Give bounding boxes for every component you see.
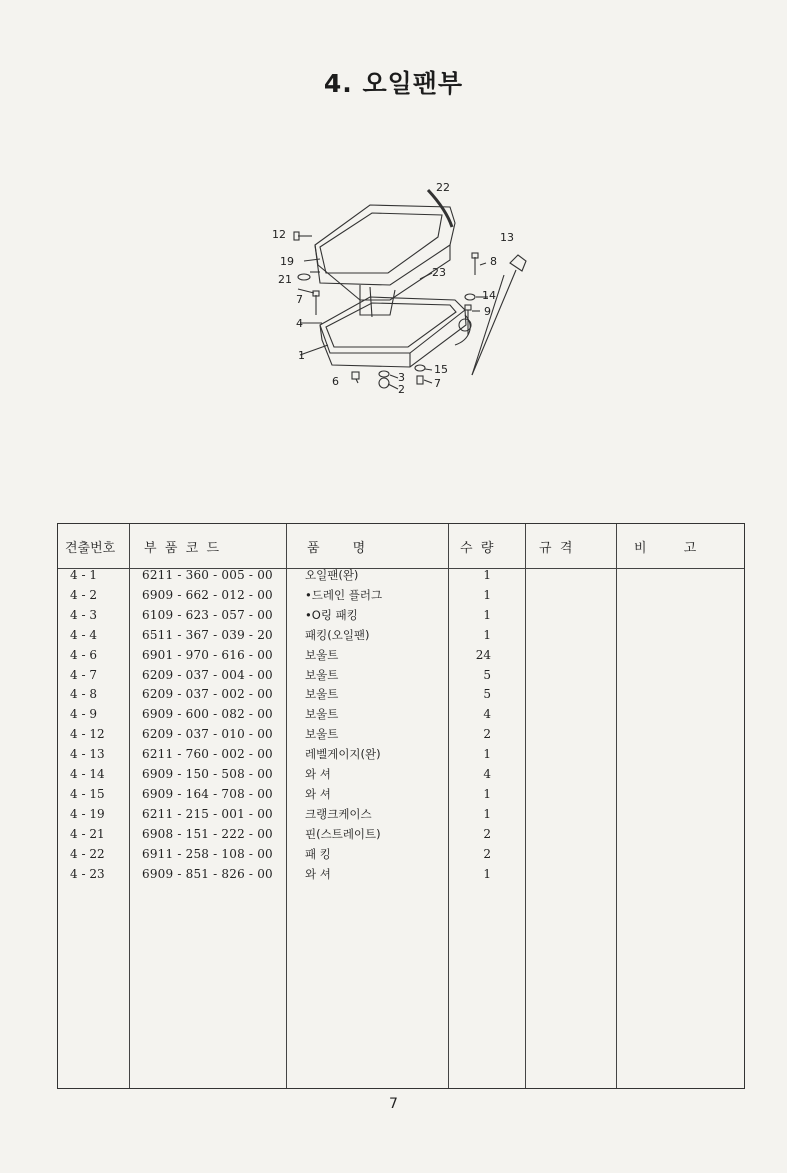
part-number: 4 - 13 <box>70 747 105 762</box>
part-code: 6909 - 600 - 082 - 00 <box>142 707 273 722</box>
callout-12: 12 <box>272 228 286 241</box>
part-code: 6211 - 215 - 001 - 00 <box>142 806 273 821</box>
callout-7-lower: 7 <box>434 377 441 390</box>
part-quantity: 2 <box>483 846 491 861</box>
part-code: 6909 - 851 - 826 - 00 <box>142 866 273 881</box>
callout-14: 14 <box>482 289 496 302</box>
table-row <box>58 645 744 665</box>
part-name: 레벨게이지(완) <box>305 747 381 762</box>
part-quantity: 5 <box>483 687 491 702</box>
callout-23: 23 <box>432 266 446 279</box>
part-number: 4 - 14 <box>70 767 105 781</box>
part-number: 4 - 6 <box>70 647 97 662</box>
header-spec: 규 격 <box>539 541 573 556</box>
callout-21: 21 <box>278 273 292 286</box>
part-name: •드레인 플러그 <box>305 587 383 602</box>
part-name: •O링 패킹 <box>305 607 358 622</box>
part-quantity: 1 <box>483 806 491 821</box>
callout-15: 15 <box>434 363 448 376</box>
part-number: 4 - 8 <box>70 687 97 702</box>
part-code: 6901 - 970 - 616 - 00 <box>142 647 273 662</box>
callout-4: 4 <box>296 317 303 330</box>
part-quantity: 4 <box>483 707 491 722</box>
part-quantity: 1 <box>483 627 491 642</box>
part-number: 4 - 22 <box>70 846 105 861</box>
part-number: 4 - 21 <box>70 826 105 841</box>
part-name: 보울트 <box>305 647 339 662</box>
part-code: 6908 - 151 - 222 - 00 <box>142 826 273 841</box>
callout-7-upper: 7 <box>296 293 303 306</box>
part-name: 크랭크케이스 <box>305 806 372 821</box>
table-row <box>58 824 744 844</box>
part-name: 와 셔 <box>305 767 331 781</box>
table-row <box>58 684 744 704</box>
oil-pan-exploded-diagram <box>260 175 550 405</box>
part-quantity: 1 <box>483 866 491 881</box>
part-number: 4 - 9 <box>70 707 97 722</box>
table-row <box>58 605 744 625</box>
table-row <box>58 565 744 585</box>
header-name: 품 명 <box>307 541 366 556</box>
part-code: 6209 - 037 - 004 - 00 <box>142 667 273 682</box>
table-row <box>58 784 744 804</box>
part-number: 4 - 2 <box>70 587 97 602</box>
header-qty: 수 량 <box>460 541 494 556</box>
part-quantity: 1 <box>483 568 491 582</box>
callout-19: 19 <box>280 255 294 268</box>
parts-table <box>57 523 745 1089</box>
part-name: 보울트 <box>305 687 339 702</box>
callout-8: 8 <box>490 255 497 268</box>
callout-9: 9 <box>484 305 491 318</box>
part-quantity: 1 <box>483 607 491 622</box>
part-number: 4 - 12 <box>70 727 105 742</box>
part-name: 보울트 <box>305 707 339 722</box>
oil-pan-drawing <box>260 175 550 405</box>
part-code: 6209 - 037 - 010 - 00 <box>142 727 273 742</box>
part-code: 6209 - 037 - 002 - 00 <box>142 687 273 702</box>
page-number: 7 <box>389 1096 398 1112</box>
callout-1: 1 <box>298 349 305 362</box>
part-name: 패 킹 <box>305 846 331 861</box>
table-row <box>58 864 744 884</box>
part-number: 4 - 3 <box>70 607 97 622</box>
part-number: 4 - 19 <box>70 806 105 821</box>
header-no: 견출번호 <box>65 541 116 556</box>
part-quantity: 1 <box>483 786 491 801</box>
part-name: 핀(스트레이트) <box>305 826 381 841</box>
part-code: 6911 - 258 - 108 - 00 <box>142 846 273 861</box>
header-remark: 비 고 <box>634 541 697 556</box>
part-code: 6109 - 623 - 057 - 00 <box>142 607 273 622</box>
callout-6: 6 <box>332 375 339 388</box>
part-code: 6211 - 760 - 002 - 00 <box>142 747 273 762</box>
table-row <box>58 625 744 645</box>
part-name: 오일팬(완) <box>305 568 359 582</box>
part-quantity: 2 <box>483 727 491 742</box>
part-code: 6211 - 360 - 005 - 00 <box>142 568 273 582</box>
part-quantity: 2 <box>483 826 491 841</box>
part-name: 패킹(오일팬) <box>305 627 370 642</box>
part-name: 와 셔 <box>305 786 331 801</box>
callout-3: 3 <box>398 371 405 384</box>
callout-13: 13 <box>500 231 514 244</box>
part-code: 6909 - 164 - 708 - 00 <box>142 786 273 801</box>
table-row <box>58 665 744 685</box>
part-quantity: 5 <box>483 667 491 682</box>
part-number: 4 - 4 <box>70 627 97 642</box>
part-number: 4 - 7 <box>70 667 97 682</box>
table-row <box>58 744 744 764</box>
part-number: 4 - 23 <box>70 866 105 881</box>
part-quantity: 1 <box>483 587 491 602</box>
part-quantity: 1 <box>483 747 491 762</box>
table-row <box>58 585 744 605</box>
part-code: 6909 - 150 - 508 - 00 <box>142 767 273 781</box>
part-name: 보울트 <box>305 727 339 742</box>
part-number: 4 - 15 <box>70 786 105 801</box>
table-row <box>58 844 744 864</box>
page-title: 4. 오일팬부 <box>323 69 464 98</box>
part-name: 보울트 <box>305 667 339 682</box>
table-row <box>58 764 744 784</box>
header-code: 부 품 코 드 <box>144 541 220 556</box>
table-row <box>58 804 744 824</box>
part-quantity: 4 <box>483 767 491 781</box>
part-name: 와 셔 <box>305 866 331 881</box>
part-number: 4 - 1 <box>70 568 97 582</box>
part-code: 6909 - 662 - 012 - 00 <box>142 587 273 602</box>
table-row <box>58 724 744 744</box>
callout-22: 22 <box>436 181 450 194</box>
callout-2: 2 <box>398 383 405 396</box>
part-code: 6511 - 367 - 039 - 20 <box>142 627 273 642</box>
part-quantity: 24 <box>475 647 491 662</box>
table-row <box>58 704 744 724</box>
